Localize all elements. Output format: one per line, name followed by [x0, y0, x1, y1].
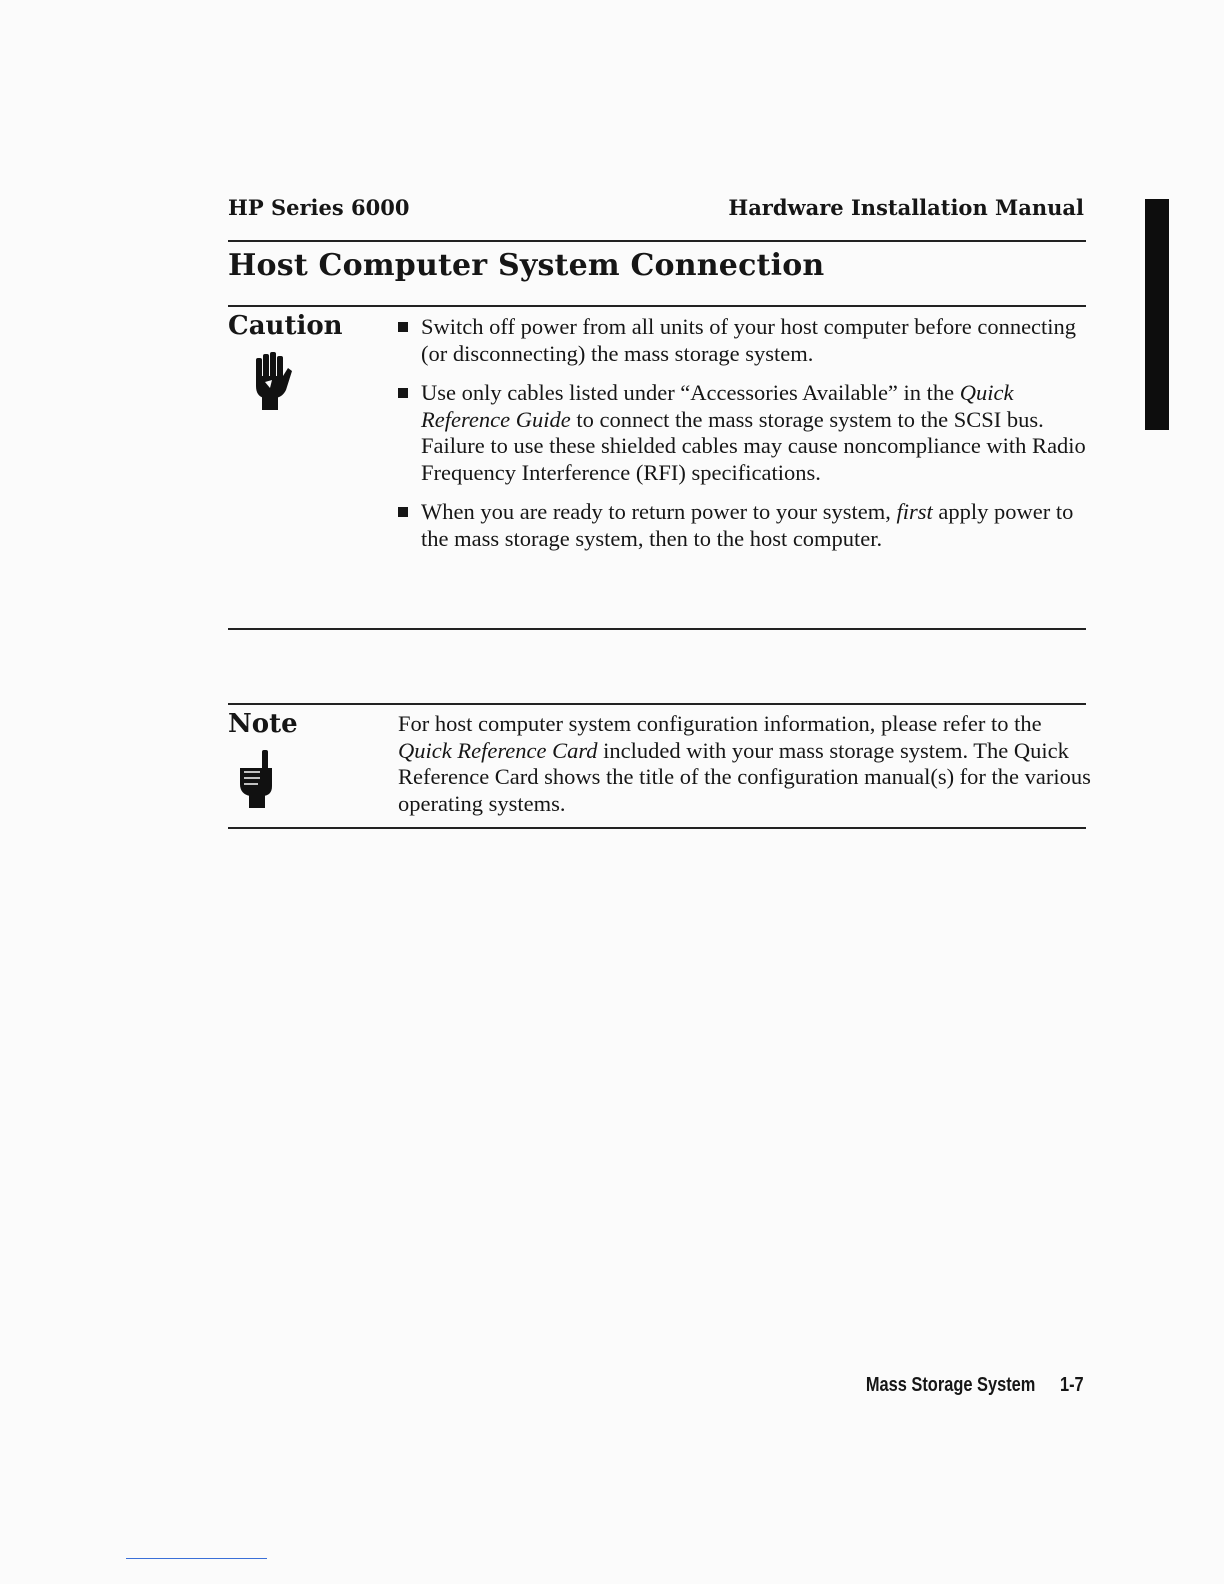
bullet-icon [398, 507, 408, 517]
emphasis-first: first [896, 499, 933, 524]
caution-list [398, 314, 1098, 565]
caution-item-text: When you are ready to return power to your system, [421, 499, 897, 524]
caution-item-text: apply power to the mass storage system, then to the host computer. [421, 499, 1074, 551]
note-text [398, 711, 1098, 817]
page-header [228, 195, 1084, 220]
caution-top-rule [228, 305, 1086, 307]
hand-pointing-icon [238, 750, 278, 808]
header-product: HP Series 6000 [228, 195, 410, 220]
bullet-icon [398, 322, 408, 332]
page-number: 1-7 [1060, 1374, 1084, 1396]
quick-reference-card-title: Quick Reference Card [398, 737, 598, 763]
caution-label: Caution [228, 311, 343, 341]
note-text-part: included with your mass storage system. The Quick Reference Card shows the title of the configuration manual(s) for the various operating systems. [398, 737, 1091, 816]
caution-item [398, 380, 1098, 486]
bullet-icon [398, 388, 408, 398]
caution-item-text: to connect the mass storage system to the SCSI bus. Failure to use these shielded cables may cause noncompliance with Radio Frequency Interference (RFI) specifications. [421, 406, 1086, 485]
quick-reference-guide-title: Quick Reference Guide [421, 380, 1014, 432]
footer-section: Mass Storage System [866, 1374, 1036, 1396]
note-label: Note [228, 709, 298, 739]
caution-item-text: Use only cables listed under “Accessories Available” in the [421, 380, 960, 405]
header-rule [228, 240, 1086, 242]
page-footer [866, 1374, 1084, 1397]
note-bottom-rule [228, 827, 1086, 829]
caution-bottom-rule [228, 628, 1086, 630]
note-text-part: For host computer system configuration information, please refer to the [398, 711, 1042, 736]
section-title: Host Computer System Connection [228, 248, 825, 283]
caution-item [398, 499, 1098, 552]
caution-item-text: Switch off power from all units of your host computer before connecting (or disconnecting) the mass storage system. [421, 314, 1077, 366]
hand-icon [252, 352, 292, 410]
header-manual-title: Hardware Installation Manual [728, 195, 1084, 220]
scan-artifact-line [126, 1558, 267, 1559]
chapter-tab-marker [1145, 199, 1169, 430]
note-top-rule [228, 703, 1086, 705]
caution-item [398, 314, 1098, 367]
